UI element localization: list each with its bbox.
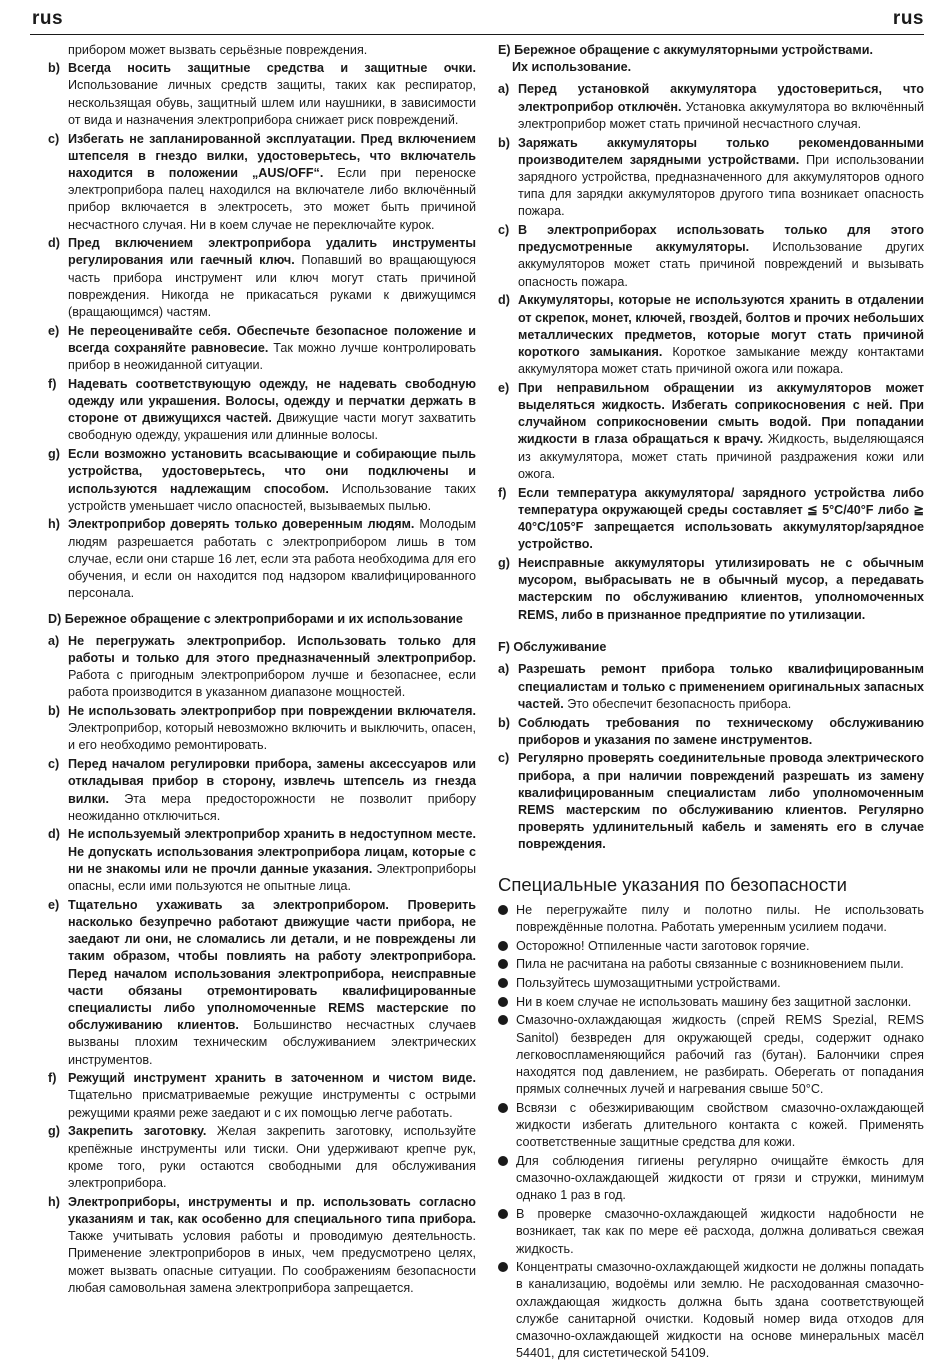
item-letter: h) xyxy=(48,1194,60,1209)
list-item xyxy=(48,235,476,321)
left-column xyxy=(48,42,476,1298)
item-text: Установка аккумулятора во включённый электроприбор может стать причиной несчастного случая. xyxy=(518,99,924,131)
bullet-dot-icon xyxy=(498,975,516,988)
list-item xyxy=(48,633,476,702)
item-text: Электроприбор, который невозможно включить и выключить, опасен, и его необходимо ремонтировать. xyxy=(68,721,476,753)
list-item xyxy=(48,1070,476,1122)
section-e-heading-line2: Их использование. xyxy=(512,60,632,75)
language-code-left: rus xyxy=(32,8,64,29)
item-bold-text: Закрепить заготовку. xyxy=(68,1124,207,1139)
item-text: Использование других аккумуляторов может стать причиной повреждений и вызывать опасность пожара. xyxy=(518,240,925,289)
item-text: Желая закрепить заготовку, используйте крепёжные инструменты или тиски. Они удерживают крепче рук, кроме того, руки остаются свободными для обслуживания электроприбора. xyxy=(68,1124,476,1190)
item-bold-text: Режущий инструмент хранить в заточенном и чистом виде. xyxy=(68,1071,476,1086)
item-body xyxy=(68,446,476,515)
bullet-item xyxy=(498,994,924,1011)
item-body xyxy=(68,703,476,755)
bullet-dot-icon xyxy=(498,1206,516,1219)
item-letter: c) xyxy=(498,751,510,766)
item-letter: d) xyxy=(48,236,60,251)
bullet-dot-icon xyxy=(498,1153,516,1166)
item-bold-text: Надевать соответствующую одежду, не надевать свободную одежду или украшения. Волосы, одежду и перчатки держать в стороне от движущихся частей. xyxy=(68,376,476,426)
item-bold-text: Не перегружать электроприбор. Использовать только для работы и только для этого предназначенный электроприбор. xyxy=(68,633,476,665)
item-letter: e) xyxy=(48,897,60,912)
item-body xyxy=(68,323,476,375)
list-item xyxy=(498,135,924,221)
list-item xyxy=(48,516,476,602)
bullet-text: В проверке смазочно-охлаждающей жидкости надобности не возникает, так как по мере её расхода, должна доливаться свежая жидкость. xyxy=(516,1207,924,1256)
item-letter: c) xyxy=(48,757,60,772)
item-bold-text: Перед началом регулировки прибора, замены аксессуаров или откладывая прибор в сторону, извлечь штепсель из гнезда вилки. xyxy=(68,757,476,806)
header-rule xyxy=(30,34,924,35)
safety-list-d xyxy=(48,633,476,1297)
item-text: Это обеспечит безопасность прибора. xyxy=(563,696,792,711)
list-item xyxy=(48,323,476,375)
item-bold-text: Заряжать аккумуляторы только рекомендованными производителем зарядными устройствами. xyxy=(518,135,924,167)
item-letter: c) xyxy=(48,131,60,146)
item-letter: b) xyxy=(48,61,60,76)
item-bold-text: Аккумуляторы, которые не используются хранить в отдалении от скрепок, монет, ключей, гвоздей, болтов и прочих небольших металлических предметов, которые могут стать причиной короткого замыкания. xyxy=(518,293,924,359)
bullet-dot-icon xyxy=(498,1100,516,1113)
item-body xyxy=(68,756,476,825)
list-item xyxy=(48,826,476,895)
bullet-item xyxy=(498,1012,924,1098)
item-body xyxy=(68,235,476,321)
bullet-text: Концентраты смазочно-охлаждающей жидкости не должны попадать в канализацию, водоёмы или землю. Не расходованная смазочно-охлаждающая жидкость должна быть здана соответствующей службе санитарной очистки. Кодовый номер вида отходов для смазочно-охлаждающей жидкости на основе минеральных масёл 54401, для систетической 54109. xyxy=(516,1260,924,1361)
bullet-item xyxy=(498,938,924,955)
item-letter: a) xyxy=(48,633,60,648)
section-e-heading-line1: E) Бережное обращение с аккумуляторными устройствами. xyxy=(498,43,873,57)
item-text: Также учитывать условия работы и проводимую деятельность. Применение электроприборов в иных, чем предусмотрено целях, может вызвать опасные ситуации. По соображениям безопасности любая самовольная замена электроприбора запрещается. xyxy=(68,1229,476,1295)
item-text: Использование личных средств защиты, таких как респиратор, нескользящая обувь, защитный шлем или наушники, в зависимости от вида и назначения электроприбора снижает риск повреждений. xyxy=(68,78,476,127)
item-body xyxy=(518,81,924,133)
safety-list-c xyxy=(48,60,476,602)
continued-text: прибором может вызвать серьёзные повреждения. xyxy=(68,43,368,57)
safety-list-e xyxy=(498,81,924,623)
item-bold-text: Если температура аккумулятора/ зарядного устройства либо температура окружающей среды составляет ≦ 5°C/40°F либо ≧ 40°C/105°F запрещается использовать аккумулятор/зарядное устройство. xyxy=(518,485,924,552)
item-text: Эта мера предосторожности не позволит прибору неожиданно отключиться. xyxy=(68,791,476,823)
bullet-item xyxy=(498,902,924,936)
item-body xyxy=(518,380,924,483)
section-e-heading xyxy=(498,42,924,76)
item-bold-text: Всегда носить защитные средства и защитные очки. xyxy=(68,61,476,76)
bullet-dot-icon xyxy=(498,1012,516,1025)
item-body xyxy=(518,750,924,853)
item-body xyxy=(68,826,476,895)
item-letter: b) xyxy=(48,704,60,719)
item-body xyxy=(518,715,924,749)
item-letter: a) xyxy=(498,82,510,97)
item-body xyxy=(518,485,924,554)
bullet-dot-icon xyxy=(498,1259,516,1272)
bullet-item xyxy=(498,975,924,992)
item-text: Тщательно присматриваемые режущие инструменты с острыми режущими краями реже заедают и с их помощью легче работать. xyxy=(68,1088,476,1120)
item-body xyxy=(68,633,476,702)
special-safety-list xyxy=(498,902,924,1363)
item-bold-text: Не использовать электроприбор при повреждении включателя. xyxy=(68,704,476,719)
bullet-text: Осторожно! Отпиленные части заготовок горячие. xyxy=(516,938,810,953)
list-item xyxy=(498,555,924,624)
item-text: Большинство несчастных случаев вызваны плохим техническим обслуживанием электрических инструментов. xyxy=(68,1018,477,1067)
item-bold-text: Тщательно ухаживать за электроприбором. Проверить насколько безупречно работают движущие части прибора, не заедают ли они, не сломались ли детали, и не повреждены ли таким образом, чтобы повлиять на работу электроприбора. Перед началом использования электроприбора, неисправные части обязаны отремонтировать квалифицированные специалисты либо уполномоченные REMS мастерские по обслуживанию клиентов. xyxy=(68,897,476,1033)
item-body xyxy=(518,292,924,378)
bullet-dot-icon xyxy=(498,902,516,915)
list-item xyxy=(498,750,924,853)
item-letter: g) xyxy=(48,447,60,462)
item-bold-text: Разрешать ремонт прибора только квалифицированным специалистам и только с применением оригинальных запасных частей. xyxy=(518,662,924,711)
list-item xyxy=(498,222,924,291)
item-body xyxy=(68,897,476,1069)
item-letter: b) xyxy=(498,715,510,730)
item-bold-text: Перед установкой аккумулятора удостовериться, что электроприбор отключён. xyxy=(518,82,924,114)
right-column xyxy=(498,42,924,1364)
list-item xyxy=(498,292,924,378)
bullet-dot-icon xyxy=(498,956,516,969)
item-body xyxy=(68,1070,476,1122)
item-letter: d) xyxy=(48,827,60,842)
section-d-heading: D) Бережное обращение с электроприборами и их использование xyxy=(48,611,463,626)
list-item xyxy=(48,60,476,129)
item-body xyxy=(68,516,476,602)
bullet-dot-icon xyxy=(498,994,516,1007)
safety-list-f xyxy=(498,661,924,853)
item-text: При использовании зарядного устройства, предназначенного для аккумуляторов одного типа для зарядки аккумуляторов другого типа возникает опасность пожара. xyxy=(518,152,924,219)
bullet-text: Для соблюдения гигиены регулярно очищайте ёмкость для смазочно-охлаждающей жидкости от грязи и стружки, минимум однако 1 раз в год. xyxy=(516,1153,924,1203)
item-bold-text: Пред включением электроприбора удалить инструменты регулирования или гаечный ключ. xyxy=(68,236,476,268)
bullet-item xyxy=(498,1259,924,1362)
section-f-heading: F) Обслуживание xyxy=(498,640,607,655)
item-body xyxy=(68,1123,476,1192)
list-item xyxy=(48,131,476,234)
item-body xyxy=(68,1194,476,1297)
list-item xyxy=(498,715,924,749)
list-item xyxy=(48,1123,476,1192)
bullet-text: Смазочно-охлаждающая жидкость (спрей REMS Spezial, REMS Sanitol) безвреден для окружающей среды, содержит однако легковоспламеняющийся рабочий газ (бутан). Балончики спрея находятся под давлением, не разбирать. Оберегать от попадания прямых солнечных лучей и нагревания свыше 50°C. xyxy=(516,1013,924,1097)
bullet-text: Не перегружайте пилу и полотно пилы. Не использовать повреждённые полотна. Работать умеренным усилием подачи. xyxy=(516,902,924,934)
item-body xyxy=(518,555,924,624)
item-body xyxy=(518,135,924,221)
list-item xyxy=(48,1194,476,1297)
list-item xyxy=(498,81,924,133)
list-item xyxy=(48,756,476,825)
item-text: Короткое замыкание между контактами аккумулятора может стать причиной ожога или пожара. xyxy=(518,344,924,377)
item-text: Так можно лучше контролировать прибор в неожиданной ситуации. xyxy=(68,340,476,373)
bullet-item xyxy=(498,1206,924,1258)
item-letter: f) xyxy=(48,376,57,391)
bullet-item xyxy=(498,1100,924,1152)
item-text: Использование таких устройств уменьшает число опасностей, вызываемых пылью. xyxy=(68,481,476,513)
special-safety-title: Специальные указания по безопасности xyxy=(498,873,847,895)
item-body xyxy=(68,131,476,234)
item-body xyxy=(518,661,924,713)
bullet-text: Пользуйтесь шумозащитными устройствами. xyxy=(516,975,781,990)
list-item xyxy=(498,661,924,713)
item-letter: e) xyxy=(48,323,60,338)
list-item xyxy=(498,380,924,483)
item-bold-text: Соблюдать требования по техническому обслуживанию приборов и указания по замене инструментов. xyxy=(518,715,924,747)
item-bold-text: В электроприборах использовать только для этого предусмотренные аккумуляторы. xyxy=(518,223,924,255)
language-code-right: rus xyxy=(892,8,924,29)
bullet-item xyxy=(498,1153,924,1205)
item-body xyxy=(518,222,924,291)
item-letter: h) xyxy=(48,517,60,532)
list-item xyxy=(48,703,476,755)
item-body xyxy=(68,60,476,129)
item-bold-text: Не используемый электроприбор хранить в недоступном месте. Не допускать использования электроприбора лицам, которые с ни не знакомы или не прочли данные указания. xyxy=(68,827,476,876)
item-letter: d) xyxy=(498,293,510,308)
item-letter: a) xyxy=(498,662,510,677)
item-letter: g) xyxy=(498,555,510,570)
bullet-dot-icon xyxy=(498,938,516,951)
bullet-item xyxy=(498,956,924,973)
item-letter: e) xyxy=(498,380,510,395)
item-bold-text: При неправильном обращении из аккумуляторов может выделяться жидкость. Избегать соприкосновения с ней. При случайном соприкосновении смыть водой. При попадании жидкости в глаза обращаться к врачу. xyxy=(518,380,924,447)
item-text: Электроприборы опасны, если ими пользуются не опытные лица. xyxy=(68,861,476,894)
item-bold-text: Электроприборы, инструменты и пр. использовать согласно указаниям и так, как особенно для специального типа прибора. xyxy=(68,1194,476,1226)
item-letter: f) xyxy=(498,485,507,500)
list-item xyxy=(498,485,924,554)
item-text: Жидкость, выделяющаяся из аккумулятора, может стать причиной раздражения кожи или ожога. xyxy=(518,432,924,481)
list-item xyxy=(48,897,476,1069)
item-bold-text: Не переоценивайте себя. Обеспечьте безопасное положение и всегда сохраняйте равновесие. xyxy=(68,323,476,355)
item-bold-text: Избегать не запланированной эксплуатации. Пред включением штепселя в гнездо вилки, удостоверьтесь, что включатель находится в положении „AUS/OFF“. xyxy=(68,131,476,180)
bullet-text: Всвязи с обезжиривающим свойством смазочно-охлаждающей жидкости избегать длительного контакта с кожей. Применять соответственные защитные средства для кожи. xyxy=(516,1100,924,1150)
item-text: Движущие части могут захватить свободную одежду, украшения или длинные волосы. xyxy=(68,411,476,443)
item-letter: b) xyxy=(498,135,510,150)
item-text: Если при переноске электроприбора палец находился на включателе либо включённый прибор включается в электросеть, это может быть причиной несчастного случая. Ни в коем случае не переключайте курок. xyxy=(68,165,476,232)
item-text: Молодым людям разрешается работать с электроприбором лишь в том случае, если они старше 16 лет, если эта работа необходима для его обучения, и если он находится под надзором квалифицированного персонала. xyxy=(68,517,477,601)
list-item xyxy=(48,446,476,515)
item-letter: g) xyxy=(48,1124,60,1139)
item-bold-text: Регулярно проверять соединительные провода электрического прибора, а при наличии повреждений разрешать из замену квалифицированным специалистам либо уполномоченным REMS мастерским по обслуживанию клиентов. Регулярно проверять удлинительный кабель и заменять его в случае повреждения. xyxy=(518,751,924,852)
item-body xyxy=(68,376,476,445)
item-bold-text: Неисправные аккумуляторы утилизировать не с обычным мусором, выбрасывать не в обычный мусор, а передавать мастерским по обслуживанию клиентов, уполномоченных REMS, либо в признанное предприятие по утилизации. xyxy=(518,555,924,622)
bullet-text: Пила не расчитана на работы связанные с возникновением пыли. xyxy=(516,957,904,972)
item-text: Работа с пригодным электроприбором лучше и безопаснее, если работа производится в указанном диапазоне мощностей. xyxy=(68,668,476,700)
bullet-text: Ни в коем случае не использовать машину без защитной заслонки. xyxy=(516,994,912,1009)
item-bold-text: Если возможно установить всасывающие и собирающие пыль устройства, удостоверьтесь, что они подключены и используются надлежащим способом. xyxy=(68,447,476,496)
item-letter: c) xyxy=(498,223,510,238)
item-letter: f) xyxy=(48,1071,57,1086)
list-item xyxy=(48,376,476,445)
item-text: Попавший во вращающуюся часть прибора инструмент или ключ могут стать причиной повреждения. Никогда не прикасаться руками к движущимся (вращающимся) частям. xyxy=(68,253,476,320)
item-bold-text: Электроприбор доверять только доверенным людям. xyxy=(68,517,415,532)
